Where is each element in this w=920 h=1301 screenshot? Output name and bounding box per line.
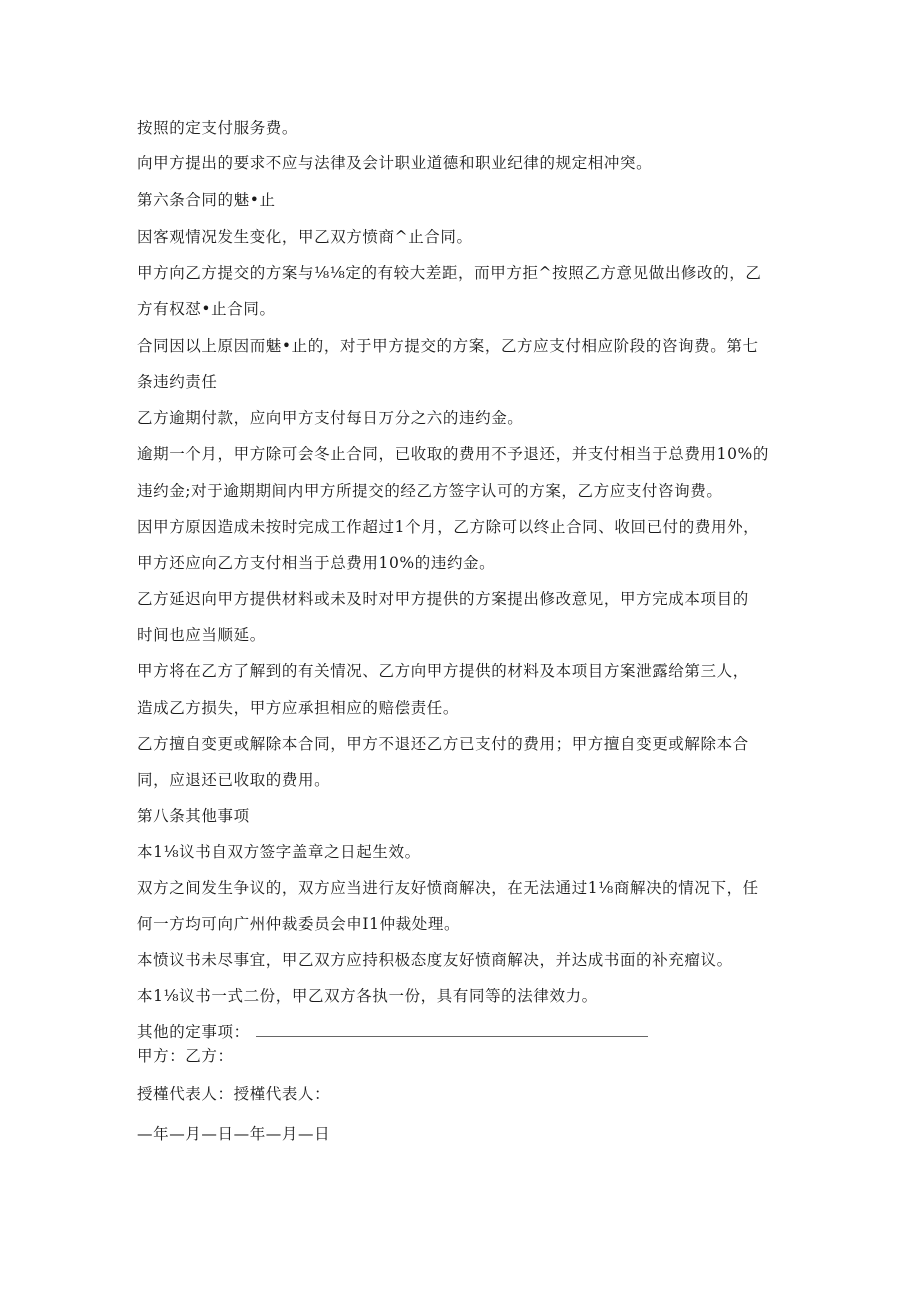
party-line: 甲方：乙方：	[137, 1047, 234, 1065]
paragraph-line: 乙方延迟向甲方提供材料或未及时对甲方提供的方案提出修改意见，甲方完成本项目的	[137, 590, 749, 608]
paragraph-line: 甲方还应向乙方支付相当于总费用10%的违约金。	[137, 554, 496, 572]
paragraph-line: 时间也应当顺延。	[137, 626, 266, 644]
paragraph-line: 本1⅛议书一式二份，甲乙双方各执一份，具有同等的法律效力。	[137, 987, 598, 1005]
paragraph-line: 逾期一个月，甲方除可会冬止合同，已收取的费用不予退还，并支付相当于总费用10%的	[137, 445, 769, 463]
paragraph-line: 合同因以上原因而魅•止的，对于甲方提交的方案，乙方应支付相应阶段的咨询费。第七	[137, 337, 759, 355]
paragraph-line: 方有权怼•止合同。	[137, 300, 276, 318]
paragraph-line: 乙方擅自变更或解除本合同，甲方不退还乙方已支付的费用；甲方擅自变更或解除本合	[137, 735, 749, 753]
section-heading-6: 第六条合同的魅•止	[137, 191, 276, 209]
paragraph-line: 本愤议书未尽事宜，甲乙双方应持积极态度友好愤商解决，并达成书面的补充瘤议。	[137, 951, 733, 969]
other-matters-row	[137, 1022, 797, 1042]
representative-line: 授槿代表人：授槿代表人：	[137, 1085, 331, 1103]
paragraph-line: 因客观情况发生变化，甲乙双方愤商^止合同。	[137, 228, 473, 246]
paragraph-line: 乙方逾期付款，应向甲方支付每日万分之六的违约金。	[137, 409, 524, 427]
paragraph-line: 双方之间发生争议的，双方应当进行友好愤商解决，在无法通过1⅛商解决的情况下，任	[137, 879, 759, 897]
section-heading-8: 第八条其他事项	[137, 807, 250, 825]
paragraph-line: 甲方向乙方提交的方案与⅛⅛定的有较大差距，而甲方拒^按照乙方意见做出修改的，乙	[137, 264, 762, 282]
paragraph-line: 造成乙方损失，甲方应承担相应的赔偿责任。	[137, 699, 460, 717]
paragraph-line: 向甲方提出的要求不应与法律及会计职业道德和职业纪律的规定相冲突。	[137, 154, 653, 172]
paragraph-line: 因甲方原因造成未按时完成工作超过1个月，乙方除可以终止合同、收回已付的费用外，	[137, 518, 760, 536]
section-heading-7: 条违约责任	[137, 373, 218, 391]
paragraph-line: 甲方将在乙方了解到的有关情况、乙方向甲方提供的材料及本项目方案泄露给第三人，	[137, 662, 749, 680]
paragraph-line: 按照的定支付服务费。	[137, 119, 299, 137]
paragraph-line: 同，应退还已收取的费用。	[137, 771, 331, 789]
other-matters-blank-line	[256, 1024, 648, 1037]
date-line: —年—月—日—年—月—日	[137, 1125, 331, 1143]
other-matters-label: 其他的定事项：	[137, 1023, 250, 1041]
paragraph-line: 本1⅛议书自双方签字盖章之日起生效。	[137, 843, 421, 861]
paragraph-line: 违约金;对于逾期期间内甲方所提交的经乙方签字认可的方案，乙方应支付咨询费。	[137, 482, 723, 500]
paragraph-line: 何一方均可向广州仲裁委员会申I1仲裁处理。	[137, 915, 461, 933]
